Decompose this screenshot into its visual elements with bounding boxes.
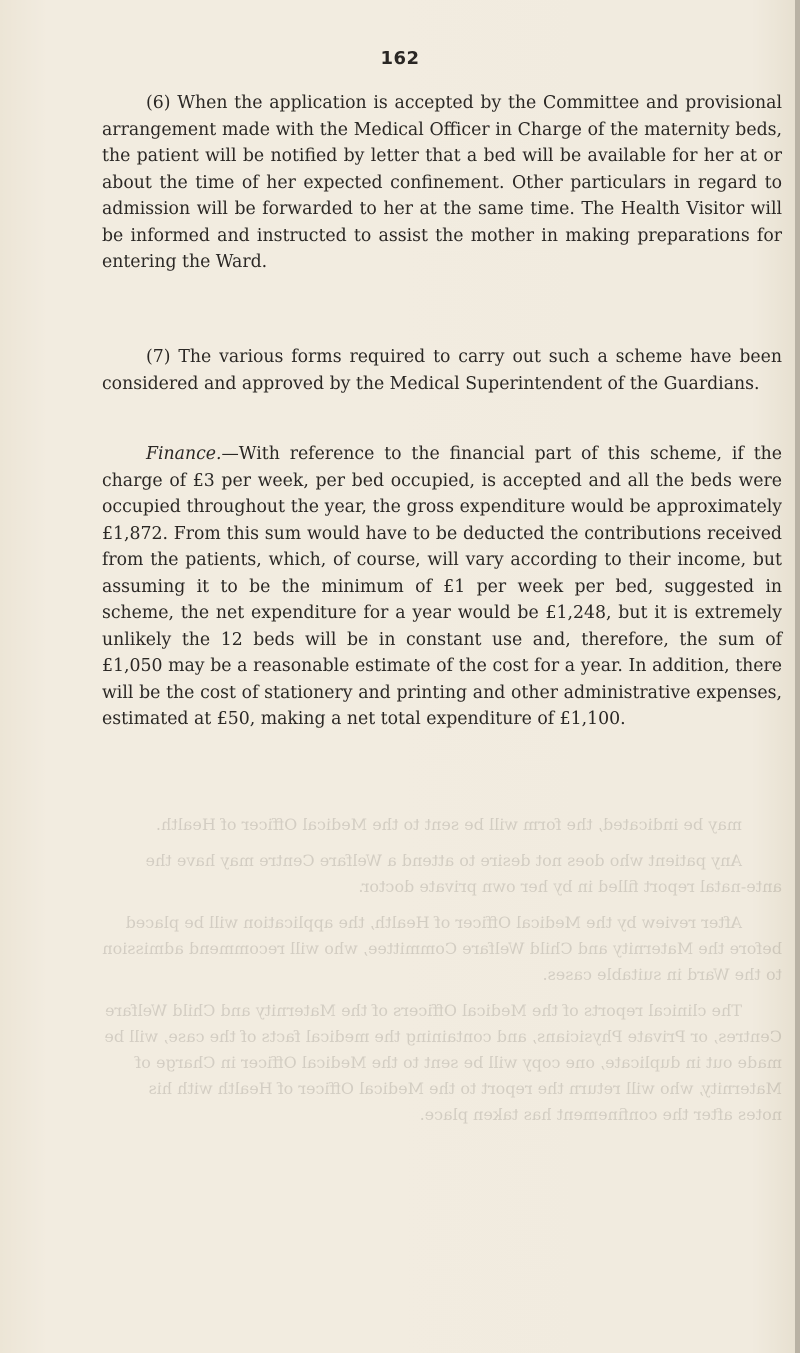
- paragraph-finance: [102, 441, 782, 733]
- show-through-reverse-page: may be indicated, the form will be sent to the Medical Officer of Health. Any patient who does not desire to attend a Welfare Centre may have the ante-natal report filled in by her own private doctor. After review by the Medical Officer of Health, the application will be placed before the Maternity and Child Welfare Committee, who will recommend admission to the Ward in suitable cases. The clinical reports of the Medical Officers of the Maternity and Child Welfare Centres, or Private Physicians, and containing the medical facts of the case, will be made out in duplicate, one copy will be sent to the Medical Officer in Charge of Maternity, who will return the report to the Medical Officer of Health with his notes after the confinement has taken place.: [102, 815, 782, 1124]
- finance-heading: Finance.: [146, 444, 222, 464]
- finance-body: —With reference to the financial part of this scheme, if the charge of £3 per week, per bed occupied, is accepted and all the beds were occupied throughout the year, the gross expenditure would be approximately £1,872. From this sum would have to be deducted the contributions received from the patients, which, of course, will vary according to their income, but assuming it to be the minimum of £1 per week per bed, suggested in scheme, the net expenditure for a year would be £1,248, but it is extremely unlikely the 12 beds will be in constant use and, therefore, the sum of £1,050 may be a reasonable estimate of the cost for a year. In addition, there will be the cost of stationery and printing and other administrative expenses, estimated at £50, making a net total expenditure of £1,100.: [102, 444, 782, 729]
- page-number: 162: [380, 48, 420, 69]
- paragraph-7: (7) The various forms required to carry out such a scheme have been considered and approved by the Medical Superintendent of the Guardians.: [102, 347, 782, 394]
- page-edge: [795, 0, 800, 1353]
- paragraph-6: (6) When the application is accepted by the Committee and provisional arrangement made with the Medical Officer in Charge of the maternity beds, the patient will be notified by letter that a bed will be available for her at or about the time of her expected confinement. Other particulars in regard to admission will be forwarded to her at the same time. The Health Visitor will be informed and instructed to assist the mother in making preparations for entering the Ward.: [102, 93, 782, 272]
